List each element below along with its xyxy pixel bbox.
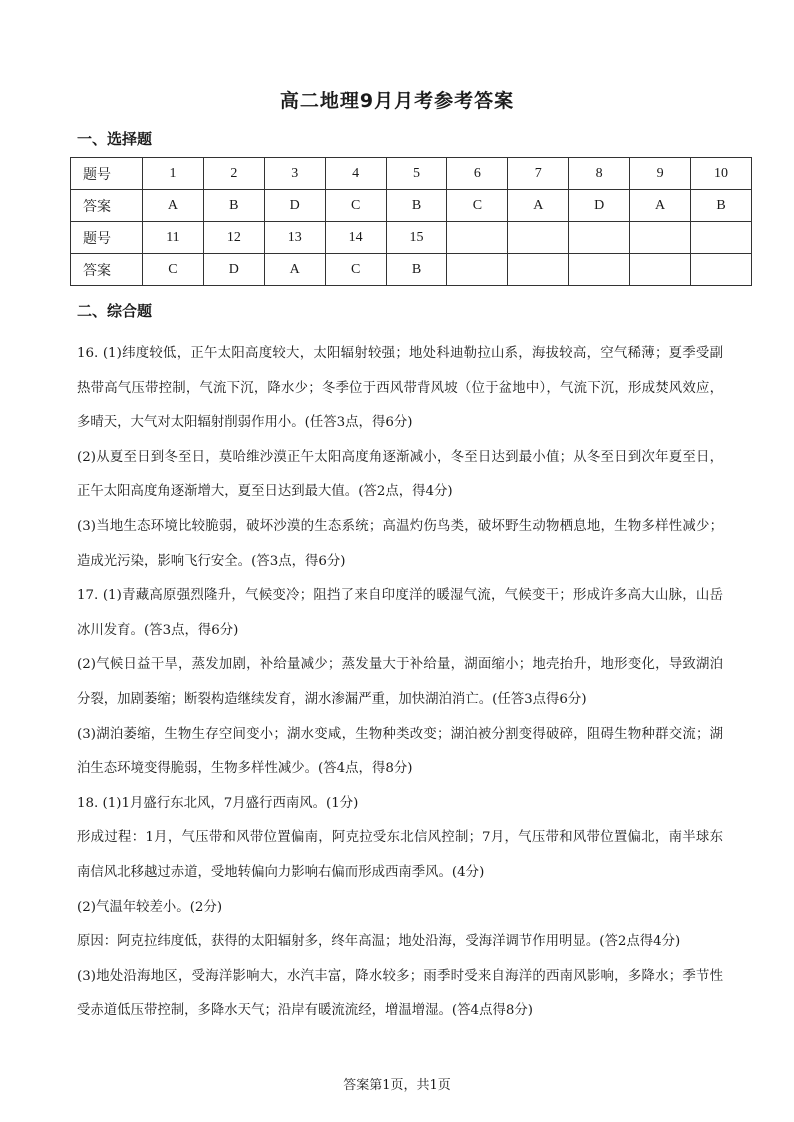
table-cell: 10 — [691, 158, 752, 190]
row-label: 题号 — [71, 158, 143, 190]
table-cell — [569, 254, 630, 286]
table-cell — [691, 222, 752, 254]
table-cell: C — [325, 254, 386, 286]
answer-paragraph: 16. (1)纬度较低，正午太阳高度较大，太阳辐射较强；地处科迪勒拉山系，海拔较高，空气稀薄；夏季受副热带高气压带控制，气流下沉，降水少；冬季位于西风带背风坡（位于盆地中），气流下沉，形成焚风效应，多晴天，大气对太阳辐射削弱作用小。(任答3点，得6分) — [77, 346, 723, 431]
table-cell: 6 — [447, 158, 508, 190]
table-cell: 5 — [386, 158, 447, 190]
answer-paragraph: 17. (1)青藏高原强烈隆升，气候变冷；阻挡了来自印度洋的暖湿气流，气候变干；形成许多高大山脉，山岳冰川发育。(答3点，得6分) — [77, 588, 723, 638]
answer-paragraph: 18. (1)1月盛行东北风，7月盛行西南风。(1分) — [77, 795, 359, 811]
table-cell: D — [569, 190, 630, 222]
table-cell — [447, 222, 508, 254]
section-heading-comprehensive: 二、综合题 — [77, 302, 153, 320]
table-cell: 13 — [264, 222, 325, 254]
table-cell: 9 — [630, 158, 691, 190]
row-label: 题号 — [71, 222, 143, 254]
table-row — [71, 190, 752, 222]
table-cell: 15 — [386, 222, 447, 254]
table-cell: C — [447, 190, 508, 222]
table-row — [71, 222, 752, 254]
answer-paragraph: (3)地处沿海地区，受海洋影响大，水汽丰富，降水较多；雨季时受来自海洋的西南风影响，多降水；季节性受赤道低压带控制，多降水天气；沿岸有暖流流经，增温增湿。(答4点得8分) — [77, 968, 723, 1019]
answer-paragraph: (2)气候日益干旱，蒸发加剧，补给量减少；蒸发量大于补给量，湖面缩小；地壳抬升，地形变化，导致湖泊分裂，加剧萎缩；断裂构造继续发育，湖水渗漏严重，加快湖泊消亡。(任答3点得6分) — [77, 657, 723, 707]
table-cell: 8 — [569, 158, 630, 190]
answer-paragraph: (2)气温年较差小。(2分) — [77, 899, 223, 915]
table-cell: 2 — [203, 158, 264, 190]
page-footer: 答案第1页，共1页 — [343, 1078, 451, 1093]
row-label: 答案 — [71, 254, 143, 286]
answer-paragraph: (3)湖泊萎缩，生物生存空间变小；湖水变咸，生物种类改变；湖泊被分割变得破碎，阻碍生物种群交流；湖泊生态环境变得脆弱，生物多样性减少。(答4点，得8分) — [77, 726, 723, 777]
table-cell: B — [386, 190, 447, 222]
answer-paragraph: 原因：阿克拉纬度低，获得的太阳辐射多，终年高温；地处沿海，受海洋调节作用明显。(答2点得4分) — [77, 934, 681, 950]
table-cell: 3 — [264, 158, 325, 190]
table-cell: B — [386, 254, 447, 286]
table-cell: 7 — [508, 158, 569, 190]
answer-paragraph: (3)当地生态环境比较脆弱，破坏沙漠的生态系统；高温灼伤鸟类，破坏野生动物栖息地，生物多样性减少；造成光污染，影响飞行安全。(答3点，得6分) — [77, 518, 723, 569]
table-cell: 14 — [325, 222, 386, 254]
comprehensive-answers — [77, 337, 723, 1029]
answer-table — [70, 157, 752, 286]
table-cell: A — [264, 254, 325, 286]
page-title: 高二地理9月月考参考答案 — [279, 90, 515, 112]
table-cell — [508, 254, 569, 286]
section-heading-choice: 一、选择题 — [77, 130, 153, 148]
table-cell: 12 — [203, 222, 264, 254]
table-cell: B — [691, 190, 752, 222]
table-cell: C — [325, 190, 386, 222]
table-cell — [569, 222, 630, 254]
table-cell — [630, 254, 691, 286]
table-cell: A — [508, 190, 569, 222]
table-cell — [691, 254, 752, 286]
table-cell: D — [203, 254, 264, 286]
table-row — [71, 254, 752, 286]
table-row — [71, 158, 752, 190]
table-cell — [447, 254, 508, 286]
table-cell — [508, 222, 569, 254]
table-cell: C — [143, 254, 204, 286]
table-cell: 11 — [143, 222, 204, 254]
table-cell: 1 — [143, 158, 204, 190]
table-cell: B — [203, 190, 264, 222]
table-cell: A — [143, 190, 204, 222]
table-cell: A — [630, 190, 691, 222]
table-cell — [630, 222, 691, 254]
table-cell: D — [264, 190, 325, 222]
answer-paragraph: (2)从夏至日到冬至日，莫哈维沙漠正午太阳高度角逐渐减小，冬至日达到最小值；从冬至日到次年夏至日，正午太阳高度角逐渐增大，夏至日达到最大值。(答2点，得4分) — [77, 449, 723, 500]
table-cell: 4 — [325, 158, 386, 190]
answer-paragraph: 形成过程：1月，气压带和风带位置偏南，阿克拉受东北信风控制；7月，气压带和风带位置偏北，南半球东南信风北移越过赤道，受地转偏向力影响右偏而形成西南季风。(4分) — [77, 830, 723, 880]
row-label: 答案 — [71, 190, 143, 222]
